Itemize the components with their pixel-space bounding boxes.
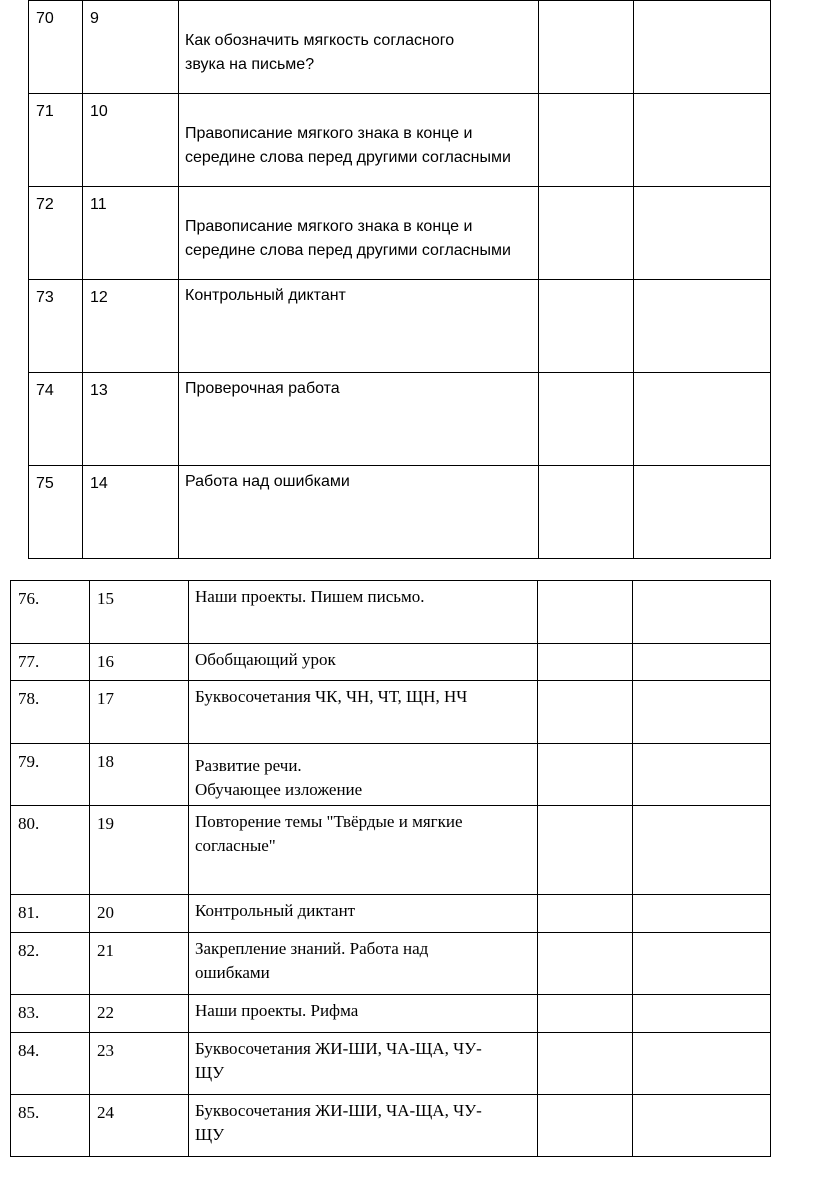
table-row	[11, 744, 771, 806]
table-row	[11, 806, 771, 895]
lesson-table-1	[28, 0, 771, 559]
date-planned-cell	[539, 373, 634, 466]
lesson-index: 19	[90, 806, 189, 895]
lesson-index: 17	[90, 681, 189, 744]
lesson-index: 21	[90, 933, 189, 995]
lesson-topic-line: середине слова перед другими согласными	[185, 149, 511, 166]
lesson-number: 85.	[11, 1095, 90, 1157]
table-row	[11, 581, 771, 644]
lesson-index: 23	[90, 1033, 189, 1095]
lesson-topic-line: Правописание мягкого знака в конце и	[185, 218, 473, 235]
lesson-number: 83.	[11, 995, 90, 1033]
date-actual-cell	[634, 187, 771, 280]
date-actual-cell	[634, 94, 771, 187]
lesson-topic	[179, 94, 539, 187]
lesson-topic-line: Буквосочетания ЖИ-ШИ, ЧА-ЩА, ЧУ-	[195, 1101, 482, 1120]
lesson-topic	[189, 681, 538, 744]
table-row	[29, 466, 771, 559]
date-actual-cell	[633, 806, 771, 895]
lesson-topic-line: Развитие речи.	[195, 756, 302, 775]
date-planned-cell	[538, 644, 633, 681]
date-planned-cell	[539, 280, 634, 373]
date-planned-cell	[539, 187, 634, 280]
lesson-topic	[189, 1033, 538, 1095]
table-row	[29, 187, 771, 280]
lesson-number: 75	[29, 466, 83, 559]
lesson-topic	[189, 933, 538, 995]
lesson-topic-line: ЩУ	[195, 1063, 225, 1082]
date-planned-cell	[539, 1, 634, 94]
lesson-number: 74	[29, 373, 83, 466]
lesson-index: 14	[83, 466, 179, 559]
date-actual-cell	[634, 280, 771, 373]
date-actual-cell	[634, 1, 771, 94]
table-row	[11, 681, 771, 744]
lesson-topic	[189, 644, 538, 681]
lesson-topic	[189, 744, 538, 806]
lesson-number: 79.	[11, 744, 90, 806]
lesson-index: 13	[83, 373, 179, 466]
date-planned-cell	[538, 806, 633, 895]
date-actual-cell	[633, 895, 771, 933]
lesson-number: 71	[29, 94, 83, 187]
lesson-number: 78.	[11, 681, 90, 744]
date-actual-cell	[633, 644, 771, 681]
lesson-topic-line: Проверочная работа	[185, 380, 340, 397]
lesson-topic-line: звука на письме?	[185, 56, 315, 73]
date-actual-cell	[634, 373, 771, 466]
lesson-topic	[179, 280, 539, 373]
lesson-number: 73	[29, 280, 83, 373]
date-planned-cell	[538, 933, 633, 995]
lesson-topic-line: Обучающее изложение	[195, 780, 363, 799]
lesson-topic	[179, 373, 539, 466]
date-actual-cell	[633, 581, 771, 644]
lesson-topic-line: Контрольный диктант	[195, 901, 356, 920]
lesson-index: 22	[90, 995, 189, 1033]
lesson-topic	[179, 187, 539, 280]
date-actual-cell	[634, 466, 771, 559]
lesson-topic-line: ошибками	[195, 963, 270, 982]
date-planned-cell	[538, 581, 633, 644]
table-row	[11, 644, 771, 681]
lesson-number: 81.	[11, 895, 90, 933]
date-planned-cell	[538, 1095, 633, 1157]
lesson-index: 10	[83, 94, 179, 187]
lesson-number: 80.	[11, 806, 90, 895]
table-row	[11, 933, 771, 995]
lesson-index: 16	[90, 644, 189, 681]
date-planned-cell	[538, 895, 633, 933]
lesson-topic-line: Обобщающий урок	[195, 650, 336, 669]
table-row	[29, 1, 771, 94]
lesson-topic	[189, 1095, 538, 1157]
date-planned-cell	[539, 94, 634, 187]
date-actual-cell	[633, 681, 771, 744]
date-planned-cell	[538, 1033, 633, 1095]
date-actual-cell	[633, 995, 771, 1033]
date-actual-cell	[633, 1033, 771, 1095]
table-row	[11, 895, 771, 933]
date-actual-cell	[633, 1095, 771, 1157]
lesson-topic-line: Правописание мягкого знака в конце и	[185, 125, 473, 142]
lesson-index: 11	[83, 187, 179, 280]
lesson-topic	[189, 806, 538, 895]
date-planned-cell	[539, 466, 634, 559]
lesson-topic	[189, 895, 538, 933]
lesson-index: 15	[90, 581, 189, 644]
lesson-number: 70	[29, 1, 83, 94]
lesson-topic-line: Закрепление знаний. Работа над	[195, 939, 429, 958]
lesson-number: 82.	[11, 933, 90, 995]
lesson-topic	[189, 995, 538, 1033]
lesson-number: 77.	[11, 644, 90, 681]
lesson-index: 12	[83, 280, 179, 373]
lesson-topic-line: Буквосочетания ЧК, ЧН, ЧТ, ЩН, НЧ	[195, 687, 468, 706]
lesson-table-2	[10, 580, 771, 1157]
lesson-index: 20	[90, 895, 189, 933]
lesson-topic-line: ЩУ	[195, 1125, 225, 1144]
table-row	[29, 94, 771, 187]
lesson-topic-line: Контрольный диктант	[185, 287, 346, 304]
lesson-topic-line: Наши проекты. Рифма	[195, 1001, 359, 1020]
date-planned-cell	[538, 744, 633, 806]
date-actual-cell	[633, 933, 771, 995]
date-planned-cell	[538, 681, 633, 744]
lesson-topic-line: середине слова перед другими согласными	[185, 242, 511, 259]
lesson-topic	[179, 1, 539, 94]
lesson-topic-line: согласные"	[195, 836, 276, 855]
table-row	[11, 1095, 771, 1157]
lesson-index: 24	[90, 1095, 189, 1157]
lesson-index: 18	[90, 744, 189, 806]
lesson-number: 76.	[11, 581, 90, 644]
table-row	[11, 1033, 771, 1095]
date-actual-cell	[633, 744, 771, 806]
lesson-topic-line: Буквосочетания ЖИ-ШИ, ЧА-ЩА, ЧУ-	[195, 1039, 482, 1058]
lesson-topic	[179, 466, 539, 559]
lesson-topic-line: Работа над ошибками	[185, 473, 350, 490]
date-planned-cell	[538, 995, 633, 1033]
lesson-number: 72	[29, 187, 83, 280]
lesson-topic-line: Наши проекты. Пишем письмо.	[195, 587, 425, 606]
table-row	[29, 280, 771, 373]
lesson-number: 84.	[11, 1033, 90, 1095]
table-row	[29, 373, 771, 466]
lesson-index: 9	[83, 1, 179, 94]
lesson-topic-line: Как обозначить мягкость согласного	[185, 32, 455, 49]
table-row	[11, 995, 771, 1033]
lesson-topic	[189, 581, 538, 644]
lesson-topic-line: Повторение темы "Твёрдые и мягкие	[195, 812, 463, 831]
